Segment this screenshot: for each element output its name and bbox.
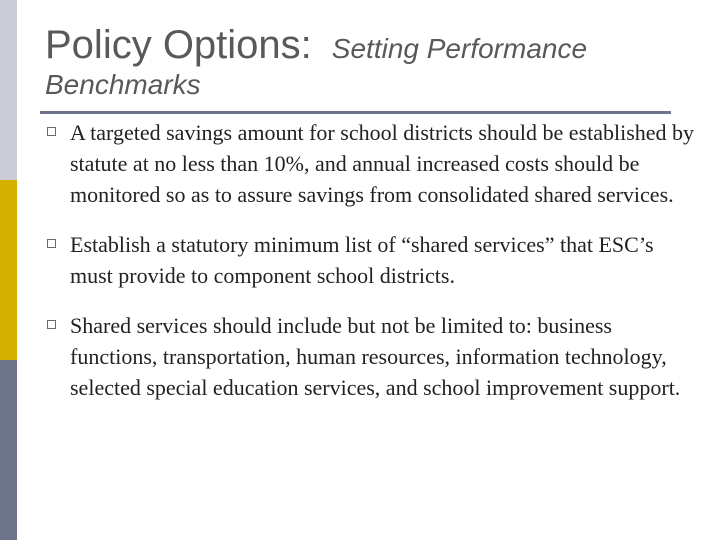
sidebar-segment-top (0, 0, 17, 180)
slide-title (45, 20, 695, 102)
title-subtitle (316, 33, 587, 64)
square-bullet-icon (47, 320, 56, 329)
list-item (45, 117, 695, 210)
sidebar-accent (0, 0, 17, 540)
sidebar-segment-bottom (0, 360, 17, 540)
bullet-text: A targeted savings amount for school districts should be established by statute at no less than 10%, and annual increased costs should be monitored so as to assure savings from consolidated shared services. (70, 120, 695, 207)
title-subtitle-part2: Benchmarks (45, 69, 201, 100)
bullet-list (45, 117, 695, 403)
list-item (45, 310, 695, 403)
sidebar-segment-middle (0, 180, 17, 360)
square-bullet-icon (47, 239, 56, 248)
list-item (45, 229, 695, 291)
bullet-text: Shared services should include but not be limited to: business functions, transportation, human resources, information technology, selected special education services, and school improvement support. (70, 313, 681, 400)
square-bullet-icon (47, 127, 56, 136)
title-main: Policy Options: (45, 23, 312, 67)
bullet-text: Establish a statutory minimum list of “shared services” that ESC’s must provide to component school districts. (70, 232, 654, 288)
title-divider (40, 111, 671, 114)
title-subtitle-part1: Setting Performance (331, 33, 588, 64)
